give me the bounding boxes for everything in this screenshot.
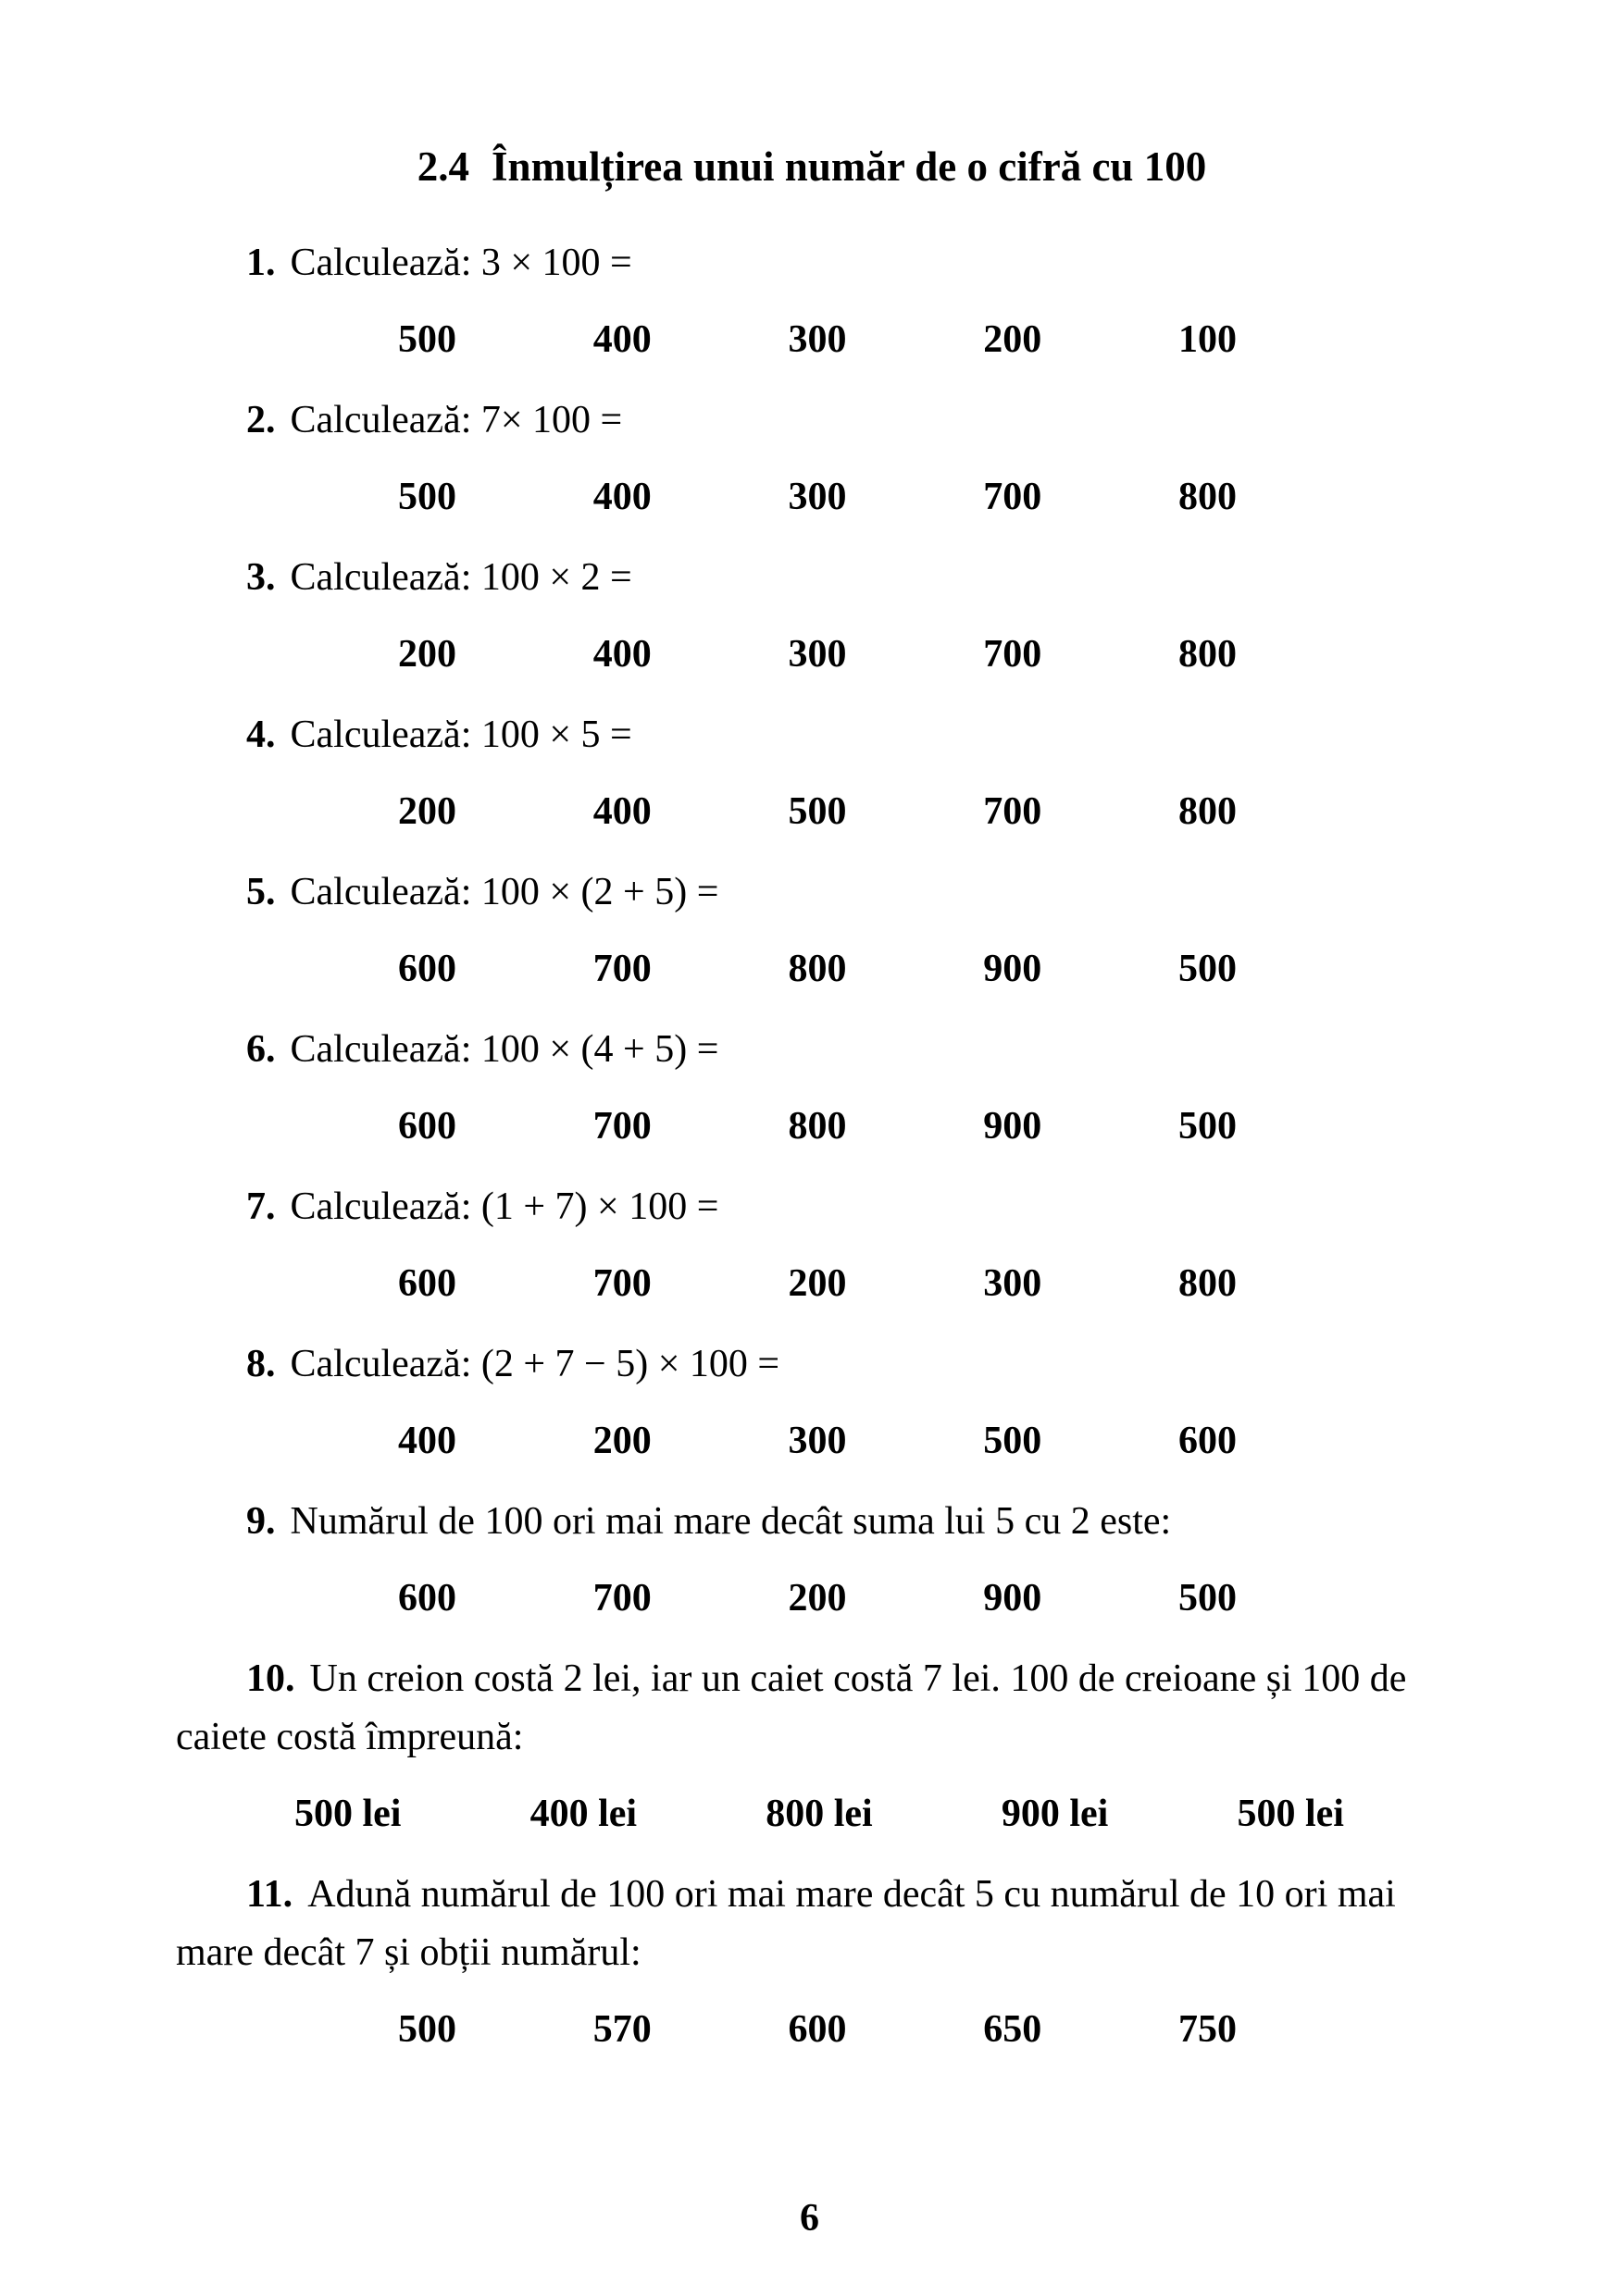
- answer-option: 300: [788, 1419, 847, 1462]
- answer-option: 500: [398, 317, 456, 361]
- problem-text: Calculează: 3 × 100 =: [290, 241, 632, 284]
- problem-text: Calculează: 100 × (2 + 5) =: [290, 870, 719, 913]
- problem: [176, 1021, 1448, 1156]
- answer-option: 750: [1178, 2007, 1237, 2051]
- problem-text: Calculează: (1 + 7) × 100 =: [290, 1185, 719, 1228]
- answer-option: 700: [592, 1104, 652, 1148]
- section-number: 2.4: [417, 143, 470, 190]
- answer-options: [398, 2001, 1237, 2059]
- answer-option: 500: [788, 789, 847, 833]
- answer-option: 800: [1178, 1261, 1237, 1305]
- answer-option: 800: [1178, 632, 1237, 676]
- problem: [176, 706, 1448, 841]
- answer-option: 600: [788, 2007, 847, 2051]
- answer-option: 700: [983, 789, 1042, 833]
- problem-number: 8.: [246, 1342, 276, 1385]
- answer-options: [398, 783, 1237, 841]
- problem: [176, 1493, 1448, 1628]
- problem-text: Adună numărul de 100 ori mai mare decât 5 cu numărul de 10 ori mai mare decât 7 și obții numărul:: [176, 1872, 1396, 1974]
- answer-option: 200: [398, 789, 456, 833]
- problem-question-line: [176, 863, 1448, 922]
- answer-option: 300: [788, 317, 847, 361]
- answer-option: 570: [592, 2007, 652, 2051]
- answer-option: 800 lei: [766, 1792, 873, 1835]
- answer-option: 400: [592, 632, 652, 676]
- answer-option: 100: [1178, 317, 1237, 361]
- answer-option: 400 lei: [529, 1792, 638, 1835]
- answer-option: 500: [1178, 1104, 1237, 1148]
- problem-question-line: [176, 234, 1448, 292]
- problem-text: Un creion costă 2 lei, iar un caiet costă 7 lei. 100 de creioane și 100 de caiete costă împreună:: [176, 1657, 1407, 1758]
- answer-options: [294, 1785, 1344, 1843]
- answer-options: [398, 1255, 1237, 1313]
- answer-option: 500: [983, 1419, 1042, 1462]
- problem-question-line: [176, 1650, 1448, 1767]
- section-title-text: Înmulțirea unui număr de o cifră cu 100: [492, 143, 1207, 190]
- problem-number: 1.: [246, 241, 276, 284]
- answer-option: 700: [592, 1576, 652, 1620]
- answer-options: [398, 311, 1237, 369]
- answer-option: 300: [983, 1261, 1042, 1305]
- problem-number: 5.: [246, 870, 276, 913]
- answer-option: 700: [592, 947, 652, 990]
- problem-question-line: [176, 1493, 1448, 1551]
- problem-number: 6.: [246, 1027, 276, 1071]
- problem-question-line: [176, 549, 1448, 607]
- answer-option: 800: [788, 947, 847, 990]
- answer-option: 800: [788, 1104, 847, 1148]
- problem-question-line: [176, 1335, 1448, 1394]
- problem: [176, 391, 1448, 527]
- problem-number: 11.: [246, 1872, 293, 1916]
- problem-question-line: [176, 1021, 1448, 1079]
- answer-option: 400: [398, 1419, 456, 1462]
- answer-option: 200: [788, 1576, 847, 1620]
- answer-option: 900: [983, 1576, 1042, 1620]
- answer-option: 600: [398, 1576, 456, 1620]
- problem-text: Calculează: 100 × (4 + 5) =: [290, 1027, 719, 1071]
- answer-option: 400: [592, 789, 652, 833]
- answer-options: [398, 1098, 1237, 1156]
- problem-question-line: [176, 1866, 1448, 1982]
- problem: [176, 234, 1448, 369]
- answer-option: 900 lei: [1001, 1792, 1109, 1835]
- answer-option: 500: [1178, 947, 1237, 990]
- answer-options: [398, 940, 1237, 999]
- answer-option: 200: [398, 632, 456, 676]
- problem-question-line: [176, 391, 1448, 450]
- answer-option: 200: [592, 1419, 652, 1462]
- problem-question-line: [176, 1178, 1448, 1236]
- answer-options: [398, 1412, 1237, 1471]
- problem-text: Numărul de 100 ori mai mare decât suma lui 5 cu 2 este:: [290, 1499, 1172, 1543]
- answer-options: [398, 626, 1237, 684]
- problem-number: 4.: [246, 713, 276, 756]
- problem-number: 9.: [246, 1499, 276, 1543]
- problem-text: Calculează: 7× 100 =: [290, 398, 623, 441]
- answer-options: [398, 1570, 1237, 1628]
- answer-option: 500 lei: [1237, 1792, 1344, 1835]
- answer-option: 300: [788, 475, 847, 518]
- answer-option: 700: [983, 475, 1042, 518]
- answer-option: 300: [788, 632, 847, 676]
- answer-option: 500: [1178, 1576, 1237, 1620]
- answer-option: 500: [398, 475, 456, 518]
- problem: [176, 1866, 1448, 2059]
- page-number: 6: [800, 2197, 819, 2240]
- answer-option: 700: [592, 1261, 652, 1305]
- problem-number: 7.: [246, 1185, 276, 1228]
- problem: [176, 1335, 1448, 1471]
- answer-option: 200: [788, 1261, 847, 1305]
- answer-option: 600: [398, 1104, 456, 1148]
- problem: [176, 1178, 1448, 1313]
- answer-option: 800: [1178, 789, 1237, 833]
- problem-number: 2.: [246, 398, 276, 441]
- answer-option: 600: [398, 1261, 456, 1305]
- section-title: [176, 139, 1448, 195]
- answer-option: 800: [1178, 475, 1237, 518]
- answer-option: 600: [398, 947, 456, 990]
- answer-option: 200: [983, 317, 1042, 361]
- answer-option: 900: [983, 1104, 1042, 1148]
- problem-number: 3.: [246, 555, 276, 599]
- answer-option: 500 lei: [294, 1792, 402, 1835]
- problem: [176, 549, 1448, 684]
- answer-option: 900: [983, 947, 1042, 990]
- problem-text: Calculează: 100 × 2 =: [290, 555, 632, 599]
- problem: [176, 863, 1448, 999]
- answer-option: 400: [592, 317, 652, 361]
- problem-text: Calculează: (2 + 7 − 5) × 100 =: [290, 1342, 780, 1385]
- answer-option: 700: [983, 632, 1042, 676]
- answer-option: 650: [983, 2007, 1042, 2051]
- problem: [176, 1650, 1448, 1843]
- answer-option: 600: [1178, 1419, 1237, 1462]
- answer-options: [398, 468, 1237, 527]
- answer-option: 500: [398, 2007, 456, 2051]
- answer-option: 400: [592, 475, 652, 518]
- problem-number: 10.: [246, 1657, 295, 1700]
- problem-text: Calculează: 100 × 5 =: [290, 713, 632, 756]
- problems: [176, 234, 1448, 2059]
- problem-question-line: [176, 706, 1448, 764]
